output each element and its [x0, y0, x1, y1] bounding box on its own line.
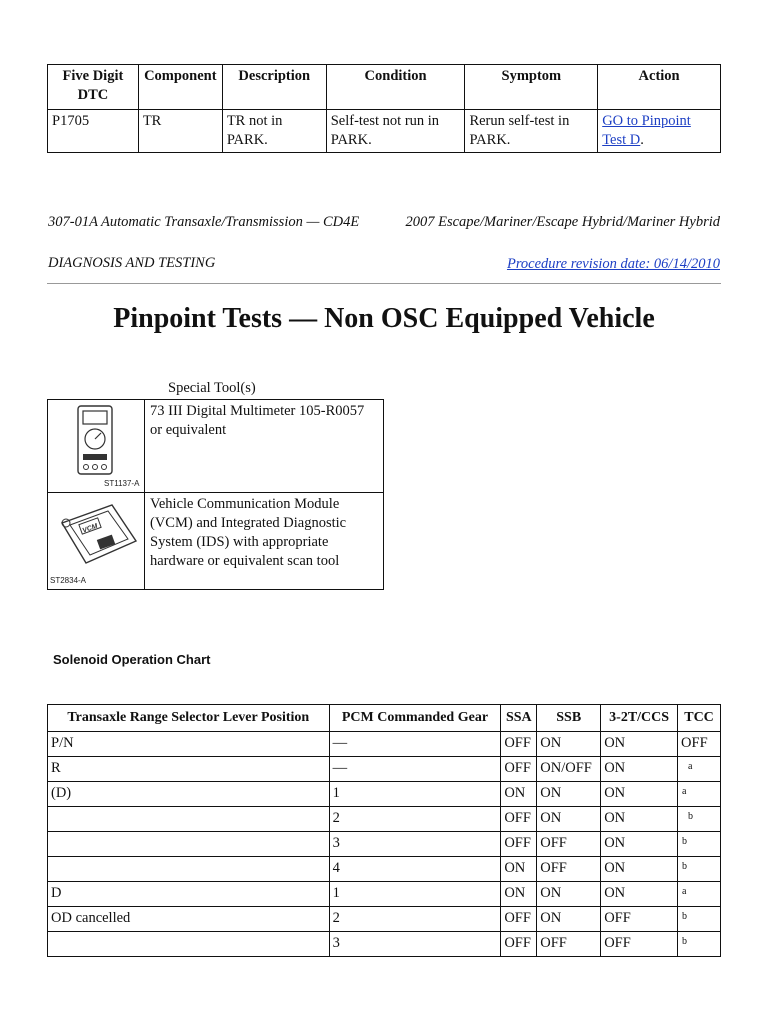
- dtc-table: [47, 64, 721, 153]
- footnote-marker: a: [682, 786, 687, 797]
- cell-tcc: [678, 907, 721, 932]
- cell-commanded-gear: 4: [329, 857, 501, 882]
- special-tools-caption: Special Tool(s): [168, 380, 256, 396]
- table-row: [48, 857, 721, 882]
- solenoid-operation-table: [47, 704, 721, 957]
- cell-lever-position: (D): [48, 782, 330, 807]
- cell-ssa: OFF: [501, 832, 537, 857]
- cell-commanded-gear: —: [329, 732, 501, 757]
- cell-ssb: ON: [537, 807, 601, 832]
- cell-lever-position: [48, 932, 330, 957]
- dtc-table-header-row: [48, 65, 721, 110]
- header-divider: [47, 283, 721, 284]
- table-row: [48, 493, 384, 590]
- cell-tcc: [678, 757, 721, 782]
- cell-ssa: OFF: [501, 932, 537, 957]
- vehicle-model-title: 2007 Escape/Mariner/Escape Hybrid/Mariner Hybrid: [405, 214, 720, 230]
- cell-lever-position: OD cancelled: [48, 907, 330, 932]
- cell-ccs: ON: [601, 807, 678, 832]
- cell-commanded-gear: 1: [329, 782, 501, 807]
- footnote-marker: b: [688, 811, 694, 822]
- special-tools-table: [47, 399, 384, 590]
- dtc-header-component: Component: [138, 65, 222, 110]
- cell-ccs: ON: [601, 757, 678, 782]
- table-row: [48, 400, 384, 493]
- footnote-marker: a: [688, 761, 693, 772]
- table-row: [48, 832, 721, 857]
- cell-commanded-gear: 3: [329, 832, 501, 857]
- cell-ssb: OFF: [537, 857, 601, 882]
- cell-ssa: ON: [501, 857, 537, 882]
- header-ssb: SSB: [537, 705, 601, 732]
- cell-ssb: ON: [537, 907, 601, 932]
- footnote-marker: b: [682, 836, 688, 847]
- cell-commanded-gear: 2: [329, 907, 501, 932]
- cell-ssb: ON: [537, 732, 601, 757]
- cell-commanded-gear: —: [329, 757, 501, 782]
- cell-ssa: OFF: [501, 757, 537, 782]
- solenoid-table-body: [48, 732, 721, 957]
- dtc-component: TR: [138, 110, 222, 153]
- cell-ssb: OFF: [537, 832, 601, 857]
- cell-ssb: ON: [537, 782, 601, 807]
- cell-ssa: ON: [501, 782, 537, 807]
- dtc-header-five-digit: Five Digit DTC: [48, 65, 139, 110]
- footnote-marker: b: [682, 936, 688, 947]
- cell-commanded-gear: 2: [329, 807, 501, 832]
- cell-ssa: OFF: [501, 732, 537, 757]
- cell-lever-position: [48, 832, 330, 857]
- cell-commanded-gear: 3: [329, 932, 501, 957]
- dtc-header-action: Action: [598, 65, 721, 110]
- table-row: [48, 110, 721, 153]
- cell-ccs: ON: [601, 782, 678, 807]
- cell-ccs: ON: [601, 882, 678, 907]
- cell-ccs: ON: [601, 832, 678, 857]
- dtc-header-description: Description: [222, 65, 326, 110]
- footnote-marker: b: [682, 861, 688, 872]
- pinpoint-test-d-link[interactable]: GO to Pinpoint Test D: [602, 113, 691, 148]
- dtc-symptom: Rerun self-test in PARK.: [465, 110, 598, 153]
- footnote-marker: b: [682, 911, 688, 922]
- header-ssa: SSA: [501, 705, 537, 732]
- table-row: [48, 932, 721, 957]
- cell-commanded-gear: 1: [329, 882, 501, 907]
- dtc-header-condition: Condition: [326, 65, 465, 110]
- dtc-code: P1705: [48, 110, 139, 153]
- header-3-2t-ccs: 3-2T/CCS: [601, 705, 678, 732]
- svg-text:VCM: VCM: [81, 522, 99, 535]
- header-lever-position: Transaxle Range Selector Lever Position: [48, 705, 330, 732]
- cell-lever-position: D: [48, 882, 330, 907]
- cell-ccs: ON: [601, 732, 678, 757]
- dtc-header-symptom: Symptom: [465, 65, 598, 110]
- solenoid-chart-caption: Solenoid Operation Chart: [53, 652, 211, 667]
- cell-ccs: OFF: [601, 907, 678, 932]
- cell-tcc: [678, 882, 721, 907]
- action-suffix: .: [640, 132, 644, 148]
- header-commanded-gear: PCM Commanded Gear: [329, 705, 501, 732]
- header-tcc: TCC: [678, 705, 721, 732]
- vcm-module-icon: [48, 493, 144, 589]
- table-row: [48, 757, 721, 782]
- cell-ccs: OFF: [601, 932, 678, 957]
- cell-ccs: ON: [601, 857, 678, 882]
- tool-image-label: ST1137-A: [104, 479, 140, 488]
- tool-description: 73 III Digital Multimeter 105-R0057 or equivalent: [145, 400, 384, 493]
- procedure-revision-link[interactable]: Procedure revision date: 06/14/2010: [506, 256, 720, 272]
- cell-tcc: [678, 832, 721, 857]
- cell-ssa: OFF: [501, 807, 537, 832]
- section-name: DIAGNOSIS AND TESTING: [48, 255, 216, 271]
- table-row: [48, 907, 721, 932]
- page-title: Pinpoint Tests — Non OSC Equipped Vehicle: [113, 303, 655, 334]
- dtc-condition: Self-test not run in PARK.: [326, 110, 465, 153]
- cell-lever-position: R: [48, 757, 330, 782]
- tool-image-cell: [48, 493, 145, 590]
- cell-ssa: ON: [501, 882, 537, 907]
- cell-ssb: OFF: [537, 932, 601, 957]
- cell-ssb: ON/OFF: [537, 757, 601, 782]
- table-row: [48, 732, 721, 757]
- footnote-marker: a: [682, 886, 687, 897]
- cell-ssa: OFF: [501, 907, 537, 932]
- cell-tcc: [678, 932, 721, 957]
- cell-lever-position: [48, 857, 330, 882]
- dtc-action: [598, 110, 721, 153]
- cell-lever-position: [48, 807, 330, 832]
- manual-section-title: 307-01A Automatic Transaxle/Transmission — CD4E: [48, 214, 360, 230]
- tool-image-label: ST2834-A: [50, 576, 87, 585]
- dtc-description: TR not in PARK.: [222, 110, 326, 153]
- tool-image-cell: [48, 400, 145, 493]
- tool-description: Vehicle Communication Module (VCM) and Integrated Diagnostic System (IDS) with appropriate hardware or equivalent scan tool: [145, 493, 384, 590]
- cell-ssb: ON: [537, 882, 601, 907]
- solenoid-header-row: [48, 705, 721, 732]
- multimeter-icon: [48, 400, 144, 492]
- cell-tcc: [678, 782, 721, 807]
- cell-tcc: [678, 807, 721, 832]
- table-row: [48, 782, 721, 807]
- cell-tcc: OFF: [678, 732, 721, 757]
- cell-lever-position: P/N: [48, 732, 330, 757]
- table-row: [48, 807, 721, 832]
- cell-tcc: [678, 857, 721, 882]
- table-row: [48, 882, 721, 907]
